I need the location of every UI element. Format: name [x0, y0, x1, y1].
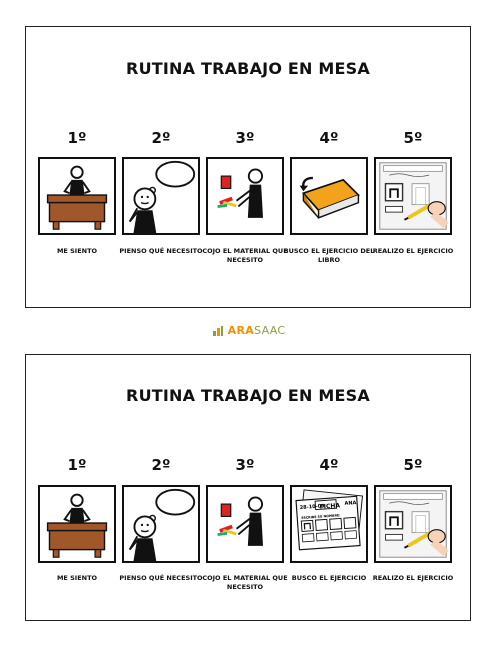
person-sitting-at-desk-icon	[38, 485, 116, 563]
step-label: REALIZO EL EJERCICIO	[372, 574, 454, 582]
sheet-title: RUTINA TRABAJO EN MESA	[126, 59, 370, 78]
step-label: PIENSO QUÉ NECESITO	[119, 247, 203, 255]
step-number: 4º	[319, 129, 339, 147]
person-thinking-icon	[122, 485, 200, 563]
worksheet-fichas-icon	[290, 485, 368, 563]
step-label: REALIZO EL EJERCICIO	[372, 247, 454, 255]
arasaac-logo	[0, 324, 497, 337]
routine-sheet-top	[25, 26, 471, 308]
step-label: BUSCO EL EJERCICIO	[291, 574, 367, 582]
step-label: BUSCO EL EJERCICIO DEL LIBRO	[283, 247, 375, 264]
step-label: ME SIENTO	[56, 574, 98, 582]
step-label: ME SIENTO	[56, 247, 98, 255]
writing-worksheet-icon	[374, 485, 452, 563]
writing-worksheet-icon	[374, 157, 452, 235]
worksheet-instruction: ESCRIBE SU NOMBRE:	[301, 513, 341, 520]
step-number: 1º	[67, 456, 87, 474]
arasaac-mark-icon	[212, 325, 224, 337]
worksheet-date: 28-10-09	[299, 503, 325, 512]
step-label: PIENSO QUÉ NECESITO	[119, 574, 203, 582]
person-sitting-at-desk-icon	[38, 157, 116, 235]
step-number: 1º	[67, 129, 87, 147]
step-number: 5º	[403, 456, 423, 474]
worksheet-name: ANA	[344, 500, 357, 507]
step-number: 3º	[235, 129, 255, 147]
logo-text-saac: SAAC	[254, 324, 286, 337]
step-number: 5º	[403, 129, 423, 147]
open-book-icon	[290, 157, 368, 235]
worksheet-heading: FICHA	[319, 502, 341, 511]
step-number: 2º	[151, 456, 171, 474]
step-label: COJO EL MATERIAL QUE NECESITO	[202, 574, 288, 591]
taking-materials-icon	[206, 157, 284, 235]
routine-sheet-bottom	[25, 354, 471, 621]
sheet-title: RUTINA TRABAJO EN MESA	[126, 386, 370, 405]
step-label: COJO EL MATERIAL QUE NECESITO	[202, 247, 288, 264]
logo-text-ara: ARA	[227, 324, 255, 337]
step-number: 4º	[319, 456, 339, 474]
step-number: 3º	[235, 456, 255, 474]
person-thinking-icon	[122, 157, 200, 235]
step-number: 2º	[151, 129, 171, 147]
taking-materials-icon	[206, 485, 284, 563]
